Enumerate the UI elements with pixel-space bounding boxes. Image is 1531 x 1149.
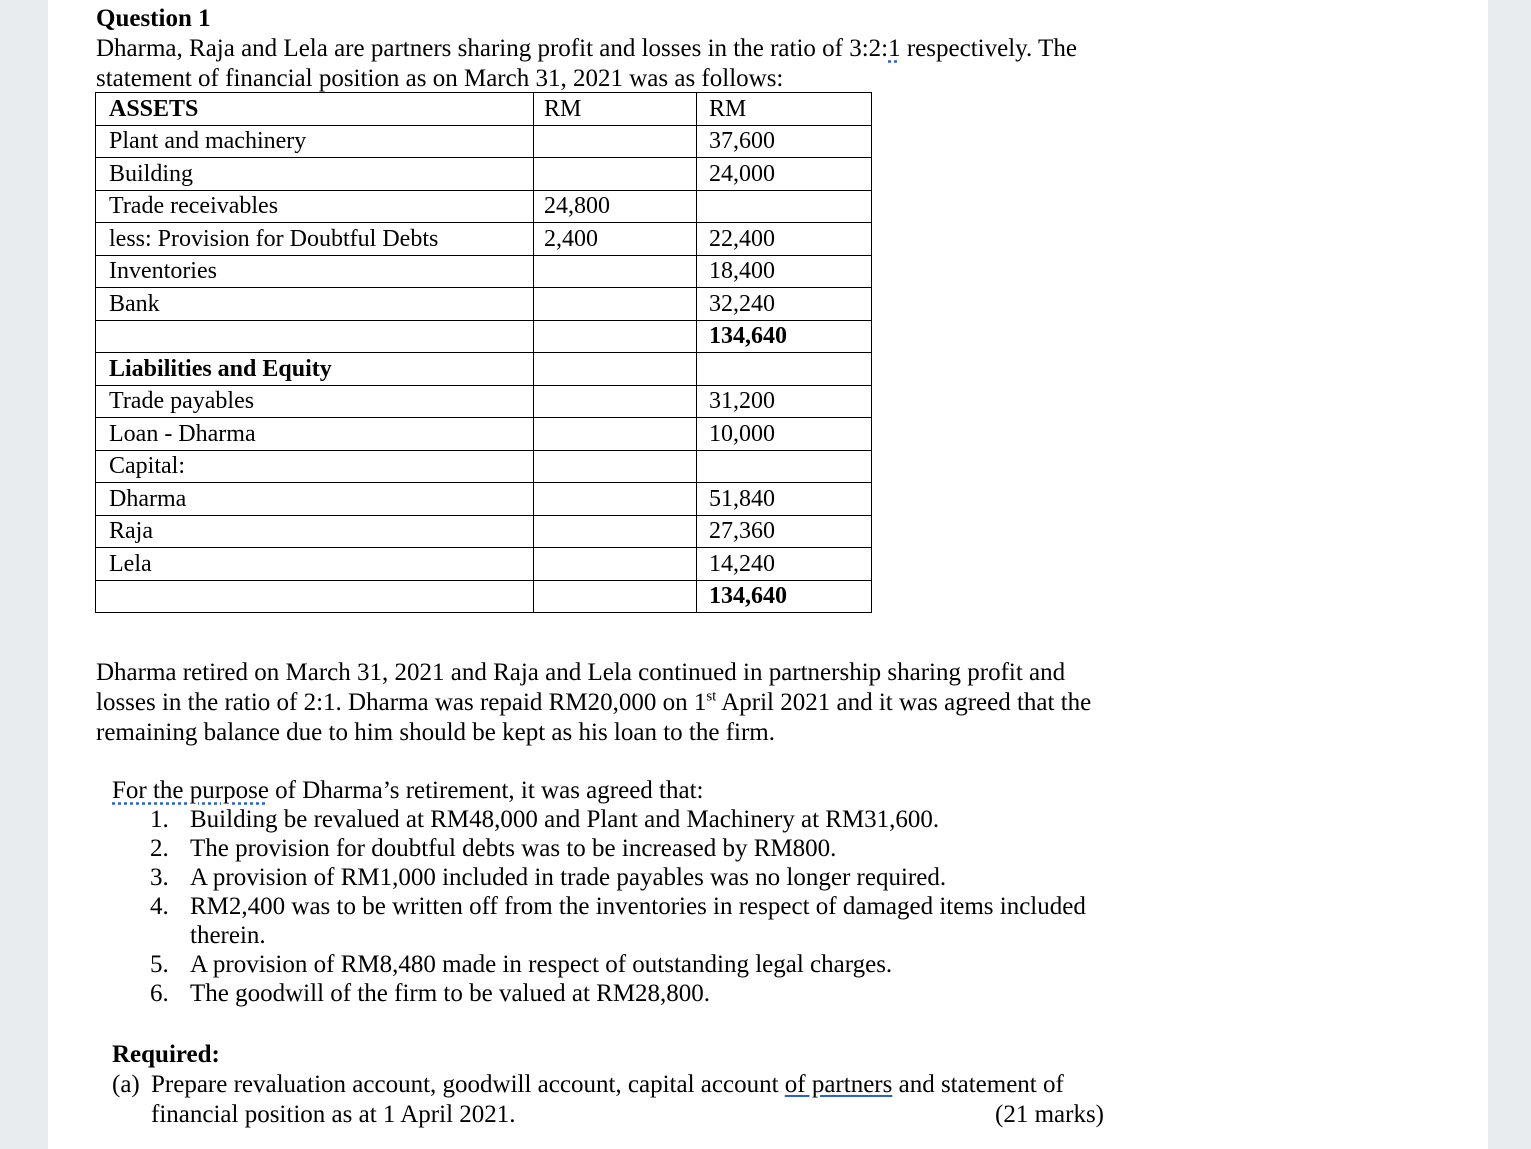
table-row [96,223,872,256]
table-cell [697,190,872,223]
agreement-section [112,776,1115,1008]
question-title: Question 1 [96,5,211,32]
list-number: 2. [150,835,169,862]
list-number: 5. [150,951,169,978]
table-cell [534,158,697,191]
marks: (21 marks) [995,1101,1104,1128]
required-section [112,1040,1112,1130]
intro-line-2: statement of financial position as on March 31, 2021 was as follows: [96,65,784,92]
table-cell: 37,600 [697,125,872,158]
table-row [96,580,872,613]
table-cell: 134,640 [697,320,872,353]
table-cell: less: Provision for Doubtful Debts [96,223,534,256]
intro-line-1 [96,34,1196,64]
header-cell: RM [697,93,872,126]
table-cell: Trade payables [96,385,534,418]
list-text: The goodwill of the firm to be valued at RM28,800. [190,980,711,1007]
table-cell [534,353,697,386]
list-number: 3. [150,864,169,891]
table-row [96,190,872,223]
table-cell: Trade receivables [96,190,534,223]
list-number: 6. [150,980,169,1007]
list-item [112,892,1115,950]
list-number: 1. [150,806,169,833]
list-item [112,834,1115,863]
required-item [112,1070,1112,1130]
table-cell [534,288,697,321]
table-cell: 134,640 [697,580,872,613]
list-number: 4. [150,893,169,920]
table-cell [534,580,697,613]
required-label: (a) [112,1071,140,1098]
superscript: st [706,688,717,705]
retirement-text-post: April 2021 and it was agreed that the remaining balance due to him should be kept as his loan to the firm. [96,689,1092,746]
table-cell: 32,240 [697,288,872,321]
list-text: A provision of RM1,000 included in trade payables was no longer required. [190,864,947,891]
table-row [96,125,872,158]
table-cell: 10,000 [697,418,872,451]
table-cell: 18,400 [697,255,872,288]
table-cell [697,450,872,483]
question-intro [96,0,1196,94]
table-cell [534,320,697,353]
table-row [96,515,872,548]
table-cell: 24,000 [697,158,872,191]
table-cell [96,320,534,353]
list-item [112,863,1115,892]
table-cell: 24,800 [534,190,697,223]
table-header-row [96,93,872,126]
retirement-paragraph [96,658,1116,748]
table-cell [96,580,534,613]
list-item [112,805,1115,834]
table-cell [534,483,697,516]
table-cell: Bank [96,288,534,321]
header-cell: ASSETS [96,93,534,126]
table-cell [534,418,697,451]
table-cell: 2,400 [534,223,697,256]
table-cell [697,353,872,386]
table-row [96,385,872,418]
table-cell: Capital: [96,450,534,483]
agreement-list [112,805,1115,1008]
list-text: RM2,400 was to be written off from the inventories in respect of damaged items included therein. [190,893,1086,949]
table-row [96,255,872,288]
table-cell: 51,840 [697,483,872,516]
table-cell: Loan - Dharma [96,418,534,451]
table-cell: Plant and machinery [96,125,534,158]
table-cell: Lela [96,548,534,581]
lead-rest: of Dharma’s retirement, it was agreed that: [268,777,704,804]
table-cell: 22,400 [697,223,872,256]
table-cell [534,515,697,548]
list-item [112,950,1115,979]
intro-text: Dharma, Raja and Lela are partners sharing profit and losses in the ratio of 3:2: [96,35,889,62]
list-text: A provision of RM8,480 made in respect of outstanding legal charges. [190,951,893,978]
lead-underlined: For the purpose [112,777,269,804]
table-row [96,353,872,386]
table-cell [534,385,697,418]
table-cell: Liabilities and Equity [96,353,534,386]
table-row [96,450,872,483]
table-cell [534,548,697,581]
table-cell: 14,240 [697,548,872,581]
intro-text-post: respectively. The [900,35,1077,62]
table-cell [534,255,697,288]
table-row [96,320,872,353]
list-item [112,979,1115,1008]
table-cell: Raja [96,515,534,548]
table-row [96,288,872,321]
required-text-post: and statement of financial position as at 1 April 2021. [151,1071,1064,1128]
table-row [96,483,872,516]
retirement-text: Dharma retired on March 31, 2021 and Raja and Lela continued in partnership sharing profit and losses in the ratio of 2:1. Dharma was repaid RM20,000 on 1 [96,659,1066,716]
header-cell: RM [534,93,697,126]
required-heading: Required: [112,1041,220,1068]
table-row [96,158,872,191]
table-cell [534,125,697,158]
table-cell: Dharma [96,483,534,516]
required-text: Prepare revaluation account, goodwill account, capital account [151,1071,785,1098]
table-cell: Building [96,158,534,191]
table-row [96,418,872,451]
financial-position-table [95,92,872,613]
table-cell: 27,360 [697,515,872,548]
table-cell [534,450,697,483]
table-cell: Inventories [96,255,534,288]
document-page [48,0,1488,1149]
required-underlined: of partners [784,1071,893,1098]
agreement-lead [112,776,1115,805]
ratio-last: 1 [888,35,901,62]
table-cell: 31,200 [697,385,872,418]
list-text: The provision for doubtful debts was to be increased by RM800. [190,835,837,862]
list-text: Building be revalued at RM48,000 and Plant and Machinery at RM31,600. [190,806,940,833]
table-row [96,548,872,581]
